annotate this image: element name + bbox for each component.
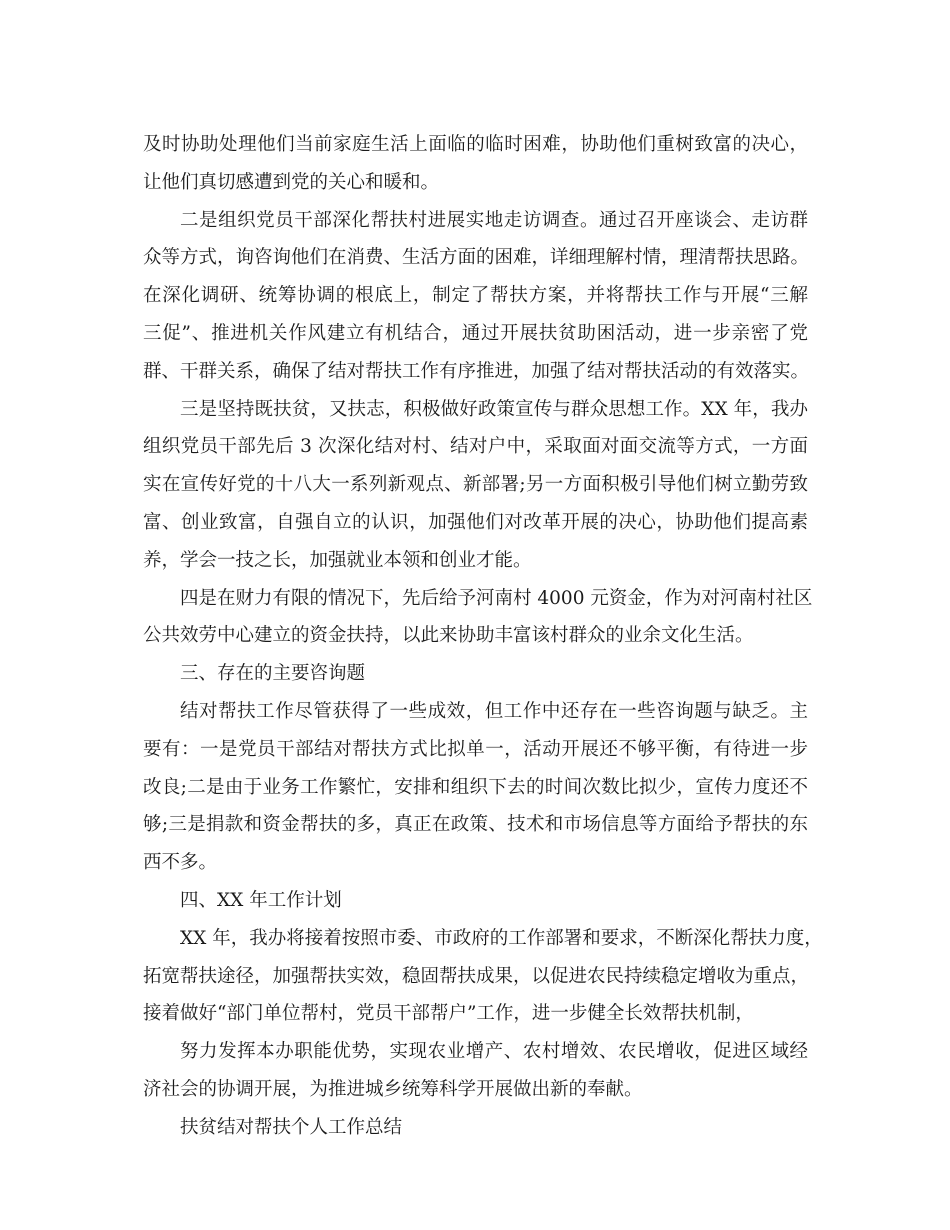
text-line: 实在宣传好党的十八大一系列新观点、新部署;另一方面积极引导他们树立勤劳致 (143, 474, 808, 496)
text-line: 三促”、推进机关作风建立有机结合，通过开展扶贫助困活动，进一步亲密了党 (143, 322, 808, 344)
text-line: 改良;二是由于业务工作繁忙，安排和组织下去的时间次数比拟少，宣传力度还不 (143, 776, 808, 798)
text-line: 努力发挥本办职能优势，实现农业增产、农村增效、农民增收，促进区域经 (180, 1041, 808, 1063)
text-line: 养，学会一技之长，加强就业本领和创业才能。 (143, 549, 532, 571)
text-line: 四、XX 年工作计划 (180, 889, 342, 911)
text-line: 二是组织党员干部深化帮扶村进展实地走访调查。通过召开座谈会、走访群 (180, 209, 808, 231)
text-line: 三是坚持既扶贫，又扶志，积极做好政策宣传与群众思想工作。XX 年，我办 (180, 398, 808, 420)
text-line: XX 年，我办将接着按照市委、市政府的工作部署和要求，不断深化帮扶力度， (180, 927, 823, 949)
text-line: 在深化调研、统筹协调的根底上，制定了帮扶方案，并将帮扶工作与开展“三解 (143, 285, 808, 307)
text-line: 接着做好“部门单位帮村，党员干部帮户”工作，进一步健全长效帮扶机制， (143, 1003, 754, 1025)
text-line: 富、创业致富，自强自立的认识，加强他们对改革开展的决心，协助他们提高素 (143, 511, 808, 533)
text-line: 让他们真切感遭到党的关心和暖和。 (143, 171, 440, 193)
text-line: 三、存在的主要咨询题 (180, 663, 366, 685)
text-line: 结对帮扶工作尽管获得了一些成效，但工作中还存在一些咨询题与缺乏。主 (180, 700, 808, 722)
text-line: 组织党员干部先后 3 次深化结对村、结对户中，采取面对面交流等方式，一方面 (143, 436, 808, 458)
text-line: 济社会的协调开展，为推进城乡统筹科学开展做出新的奉献。 (143, 1078, 643, 1100)
text-line: 西不多。 (143, 852, 218, 874)
text-line: 群、干群关系，确保了结对帮扶工作有序推进，加强了结对帮扶活动的有效落实。 (143, 360, 810, 382)
text-line: 要有：一是党员干部结对帮扶方式比拟单一，活动开展还不够平衡，有待进一步 (143, 738, 808, 760)
text-line: 公共效劳中心建立的资金扶持，以此来协助丰富该村群众的业余文化生活。 (143, 625, 754, 647)
text-line: 扶贫结对帮扶个人工作总结 (180, 1116, 403, 1138)
text-line: 够;三是捐款和资金帮扶的多，真正在政策、技术和市场信息等方面给予帮扶的东 (143, 814, 808, 836)
text-line: 众等方式，询咨询他们在消费、生活方面的困难，详细理解村情，理清帮扶思路。 (143, 247, 810, 269)
text-line: 及时协助处理他们当前家庭生活上面临的临时困难，协助他们重树致富的决心， (143, 134, 808, 155)
text-line: 四是在财力有限的情况下，先后给予河南村 4000 元资金，作为对河南村社区 (180, 587, 813, 609)
document-body (143, 126, 823, 1147)
text-line: 拓宽帮扶途径，加强帮扶实效，稳固帮扶成果，以促进农民持续稳定增收为重点， (143, 965, 810, 987)
